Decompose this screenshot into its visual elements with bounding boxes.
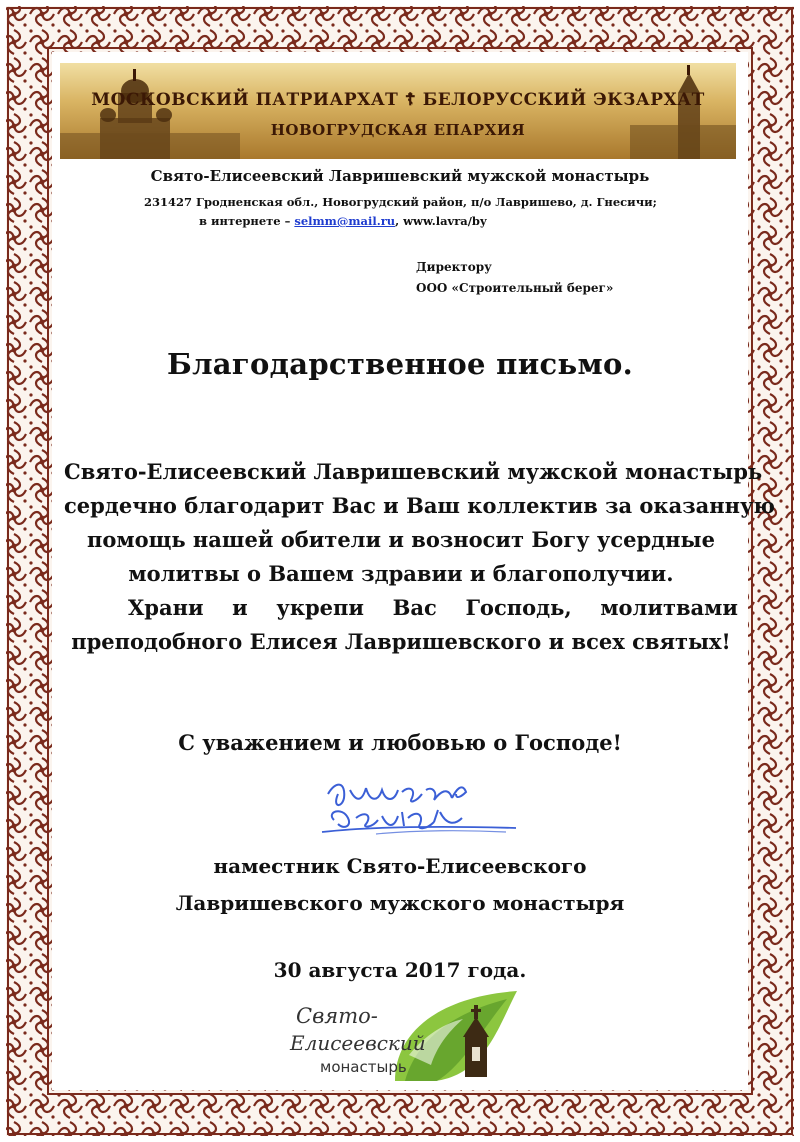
recipient-company: ООО «Строительный берег» xyxy=(416,281,614,295)
body-line: сердечно благодарит Вас и Ваш коллектив за оказанную xyxy=(64,493,775,518)
recipient-block xyxy=(416,257,613,299)
banner-churches-illustration xyxy=(60,63,736,159)
position-line1: наместник Свято-Елисеевского xyxy=(213,854,587,878)
logo-text-line3: монастырь xyxy=(320,1058,407,1076)
closing-greeting: С уважением и любовью о Господе! xyxy=(178,730,622,755)
logo-text-line1: Свято- xyxy=(296,1004,378,1028)
internet-prefix: в интернете – xyxy=(199,214,295,228)
body-word: молитвами xyxy=(600,595,738,620)
address: 231427 Гродненская обл., Новогрудский район, п/о Лавришево, д. Гнесичи; xyxy=(144,195,657,209)
letter-body xyxy=(64,455,775,659)
body-line: преподобного Елисея Лавришевского и всех святых! xyxy=(71,629,731,654)
body-word: Господь, xyxy=(465,595,572,620)
body-word: укрепи xyxy=(276,595,364,620)
letter-date: 30 августа 2017 года. xyxy=(273,958,527,982)
body-line: помощь нашей обители и возносит Богу усердные xyxy=(87,527,715,552)
recipient-title: Директору xyxy=(416,260,492,274)
handwritten-signature xyxy=(316,772,526,842)
body-word: Вас xyxy=(392,595,437,620)
email-link[interactable]: selmm@mail.ru xyxy=(294,214,396,228)
banner-title-line1: МОСКОВСКИЙ ПАТРИАРХАТ ☦ БЕЛОРУССКИЙ ЭКЗАРХАТ xyxy=(91,90,705,110)
website: , www.lavra/by xyxy=(395,214,487,228)
body-line-justified xyxy=(64,591,738,625)
body-word: и xyxy=(232,595,248,620)
position-line2: Лавришевского мужского монастыря xyxy=(175,891,625,915)
letter-title: Благодарственное письмо. xyxy=(166,347,633,381)
header-banner xyxy=(60,63,736,159)
signatory-position xyxy=(0,848,800,922)
internet-line xyxy=(199,214,487,228)
body-line: Свято-Елисеевский Лавришевский мужской монастырь xyxy=(64,459,763,484)
body-line: молитвы о Вашем здравии и благополучии. xyxy=(128,561,674,586)
logo-text-line2: Елисеевский xyxy=(290,1031,426,1055)
body-word: Храни xyxy=(128,595,204,620)
banner-title-line2: НОВОГРУДСКАЯ ЕПАРХИЯ xyxy=(270,121,526,139)
monastery-name: Свято-Елисеевский Лавришевский мужской монастырь xyxy=(150,167,650,185)
